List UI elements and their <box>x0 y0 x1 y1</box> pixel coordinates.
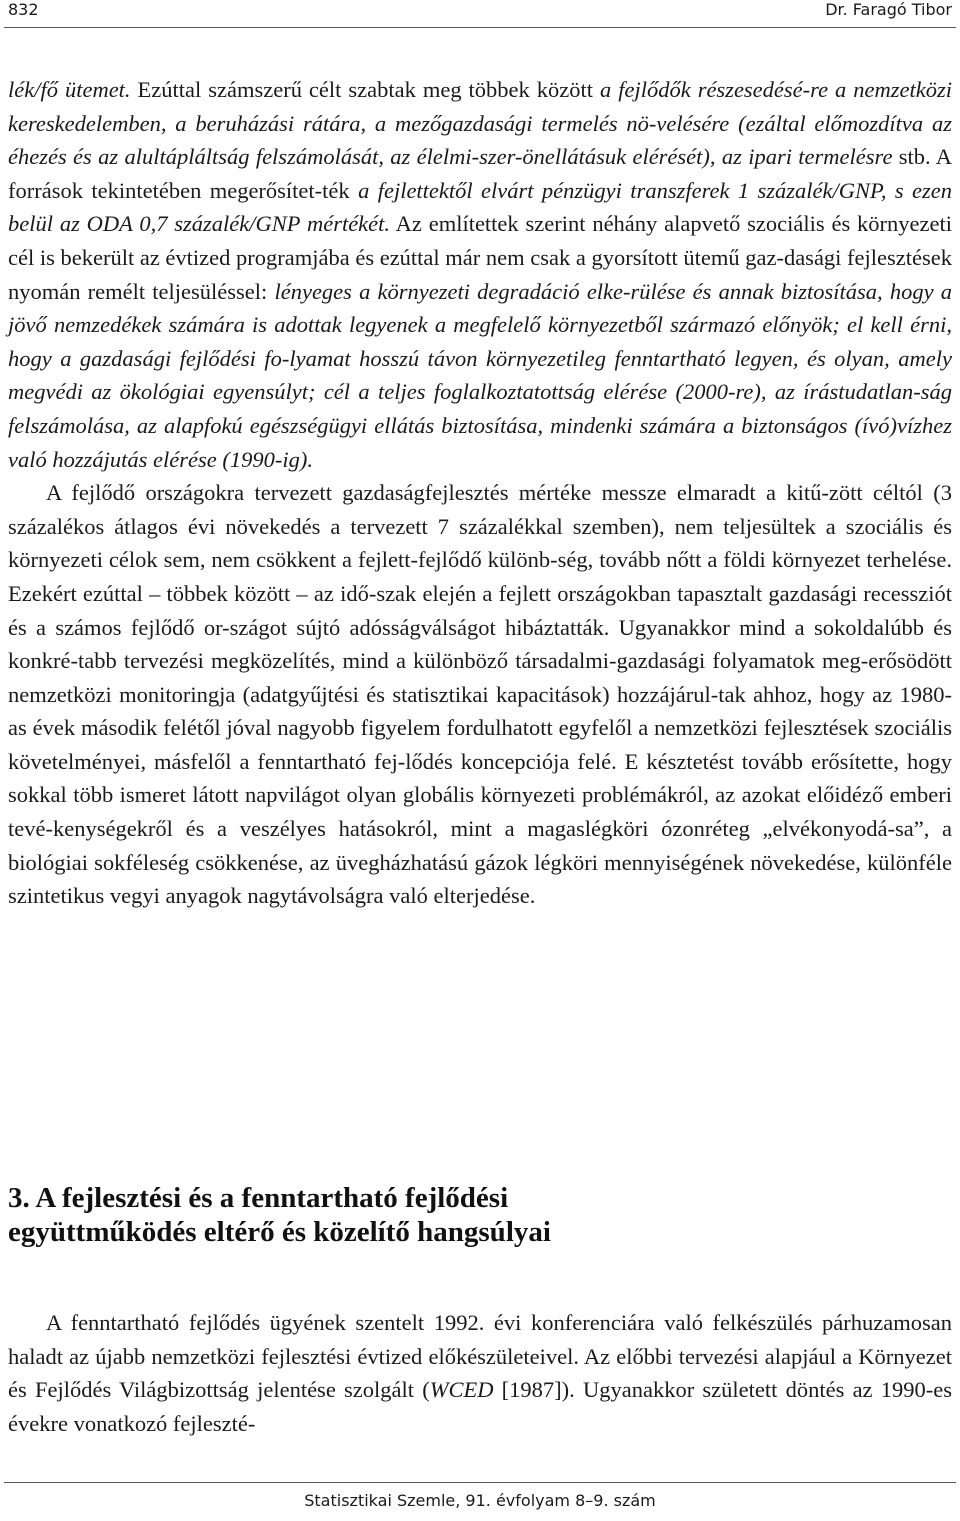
body-text-bottom <box>8 1306 952 1440</box>
p1-text-3: Az említettek szerint néhány alapvető szociális és környezeti cél is bekerült az évtized programjába és ezúttal már nem csak a gyorsított ütemű gaz-dasági fejlesztések nyomán remélt teljesüléssel: <box>8 211 953 304</box>
p3-text-1: A fenntartható fejlődés ügyének szentelt 1992. évi konferenciára való felkészülés párhuzamosan haladt az újabb nemzetközi fejlesztési évtized előkészületeivel. Az előbbi tervezési alapjául a Környezet és Fejlődés Világbizottság jelentése szolgált ( <box>8 1310 952 1403</box>
p1-italic-1: lék/fő ütemet. <box>8 77 131 102</box>
page-number: 832 <box>8 0 39 19</box>
section-heading-line-2: együttműködés eltérő és közelítő hangsúlyai <box>8 1216 551 1248</box>
paragraph-3 <box>8 1306 952 1440</box>
p1-text-2: stb. A források tekintetében megerősítet-ték <box>8 144 952 203</box>
footer-divider <box>4 1482 956 1483</box>
paragraph-2: A fejlődő országokra tervezett gazdaságfejlesztés mértéke messze elmaradt a kitű-zött céltól (3 százalékos átlagos évi növekedés a tervezett 7 százalékkal szemben), nem teljesültek a szociális és környezeti célok sem, nem csökkent a fejlett-fejlődő különb-ség, tovább nőtt a földi környezet terhelése. Ezekért ezúttal – többek között – az idő-szak elején a fejlett országokban tapasztalt gazdasági recessziót és a számos fejlődő or-szágot sújtó adósságválságot hibáztatták. Ugyanakkor mind a sokoldalúbb és konkré-tabb tervezési megközelítés, mind a különböző társadalmi-gazdasági folyamatok meg-erősödött nemzetközi monitoringja (adatgyűjtési és statisztikai kapacitások) hozzájárul-tak ahhoz, hogy az 1980-as évek második felétől jóval nagyobb figyelem fordulhatott egyfelől a nemzetközi fejlesztések szociális követelményei, másfelől a fenntartható fej-lődés koncepciója felé. E késztetést tovább erősítette, hogy sokkal több ismeret látott napvilágot olyan globális környezeti problémákról, az azokat előidéző emberi tevé-kenységekről és a veszélyes hatásokról, mint a magaslégköri ózonréteg „elvékonyodá-sa”, a biológiai sokféleség csökkenése, az üvegházhatású gázok légköri mennyiségének növekedése, különféle szintetikus vegyi anyagok nagytávolságra való elterjedése. <box>8 480 952 909</box>
p1-italic-3: a fejlettektől elvárt pénzügyi transzferek 1 százalék/GNP, s ezen belül az ODA 0,7 százalék/GNP mértékét. <box>8 177 952 237</box>
running-author: Dr. Faragó Tibor <box>825 0 952 19</box>
section-heading <box>8 1181 952 1249</box>
p1-italic-4: lényeges a környezeti degradáció elke-rülése és annak biztosítása, hogy a jövő nemzedékek számára is adottak legyenek a megfelelő környezetből származó előnyök; el kell érni, hogy a gazdasági fejlődési fo-lyamat hosszú távon környezetileg fenntartható legyen, és olyan, amely megvédi az ökológiai egyensúlyt; cél a teljes foglalkoztatottság elérése (2000-re), az írástudatlan-ság felszámolása, az alapfokú egészségügyi ellátás biztosítása, mindenki számára a biztonságos (ívó)vízhez való hozzájutás elérése (1990-ig). <box>8 278 952 472</box>
page-footer: Statisztikai Szemle, 91. évfolyam 8–9. szám <box>304 1491 656 1510</box>
p3-text-2: [1987]). Ugyanakkor született döntés az 1990-es évekre vonatkozó fejleszté- <box>8 1377 952 1436</box>
p3-citation: WCED <box>429 1377 494 1403</box>
p1-text-1: Ezúttal számszerű célt szabtak meg többek között <box>130 77 600 102</box>
page-header <box>0 0 960 30</box>
p1-italic-2: a fejlődők részesedésé-re a nemzetközi kereskedelemben, a beruházási rátára, a mezőgazdasági termelés nö-velésére (ezáltal előmozdítva az éhezés és az alultápláltság felszámolását, az élelmi-szer-önellátásuk elérését), az ipari termelésre <box>8 77 952 170</box>
paragraph-1 <box>8 73 952 476</box>
body-text-top <box>8 73 952 913</box>
header-divider <box>4 27 956 28</box>
section-heading-line-1: 3. A fejlesztési és a fenntartható fejlődési <box>8 1182 509 1214</box>
